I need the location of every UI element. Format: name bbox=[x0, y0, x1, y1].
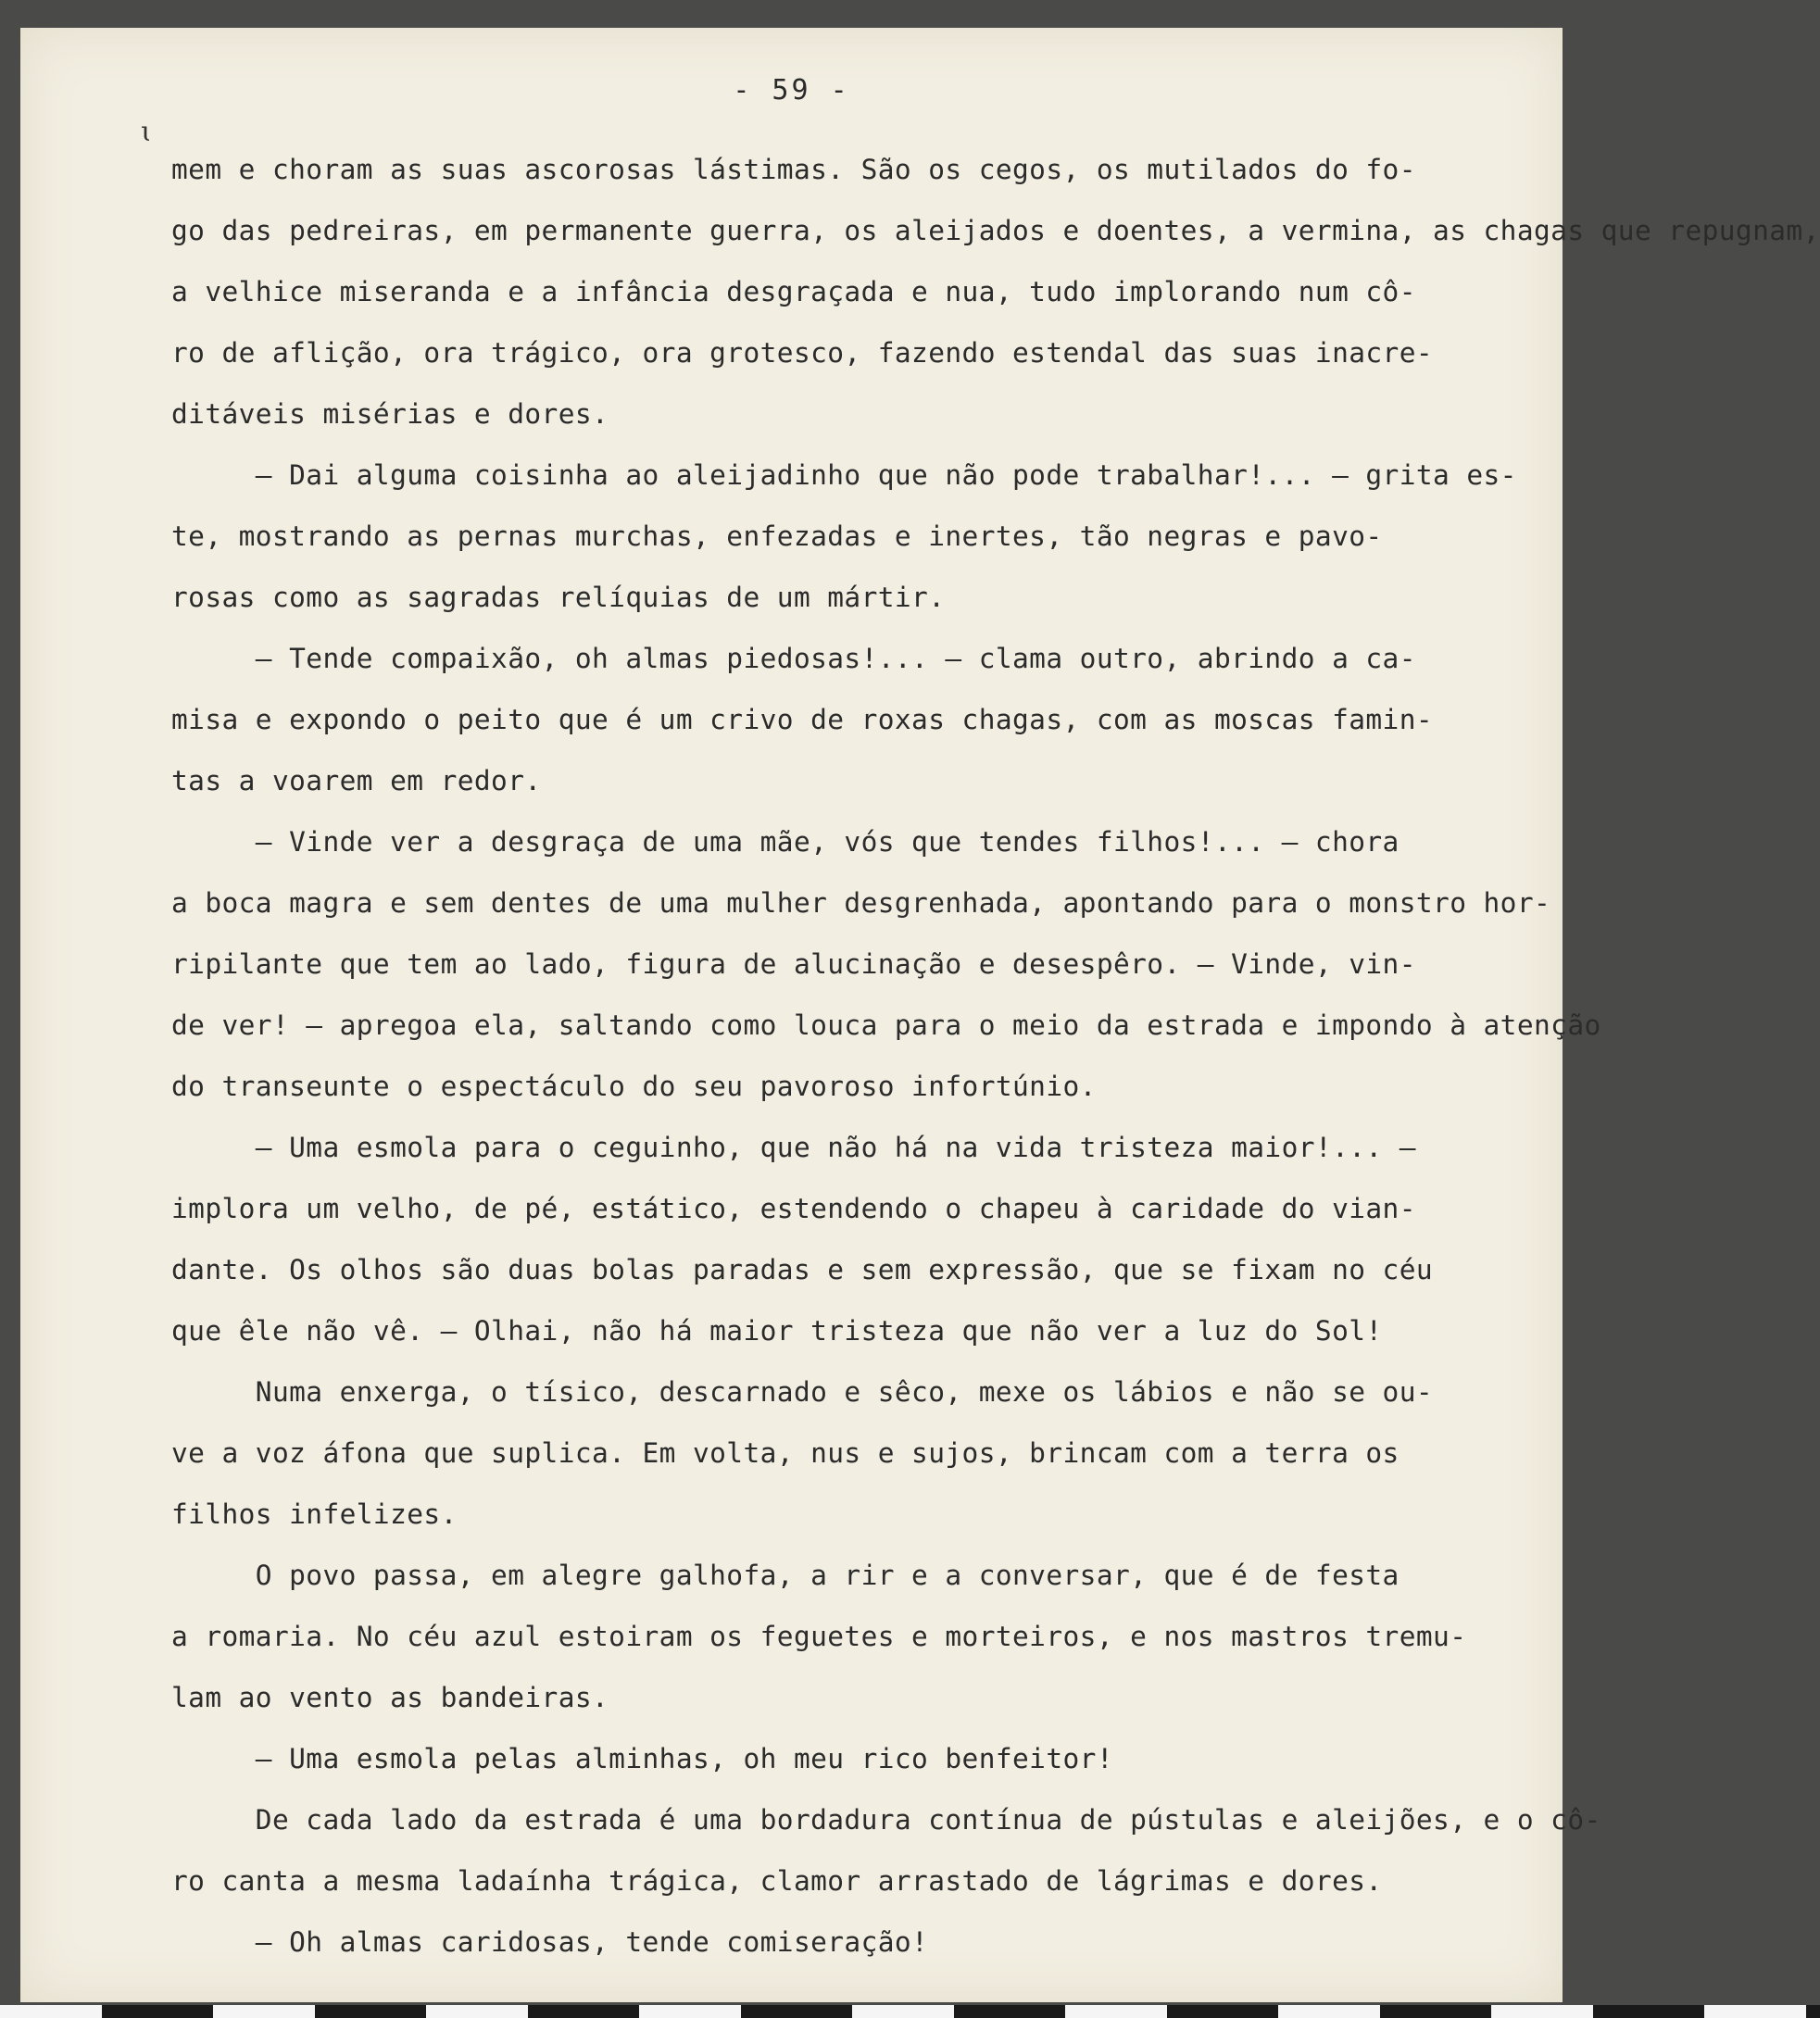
text-line: ditáveis misérias e dores. bbox=[171, 398, 609, 430]
text-line: ripilante que tem ao lado, figura de alucinação e desespêro. — Vinde, vin- bbox=[171, 948, 1416, 980]
margin-mark: ɩ bbox=[141, 116, 152, 148]
text-line: que êle não vê. — Olhai, não há maior tristeza que não ver a luz do Sol! bbox=[171, 1315, 1383, 1347]
text-line: misa e expondo o peito que é um crivo de roxas chagas, com as moscas famin- bbox=[171, 704, 1434, 735]
text-line: de ver! — apregoa ela, saltando como louca para o meio da estrada e impondo à atenção bbox=[171, 1009, 1601, 1041]
text-line: dante. Os olhos são duas bolas paradas e sem expressão, que se fixam no céu bbox=[171, 1254, 1434, 1285]
text-line: a romaria. No céu azul estoiram os feguetes e morteiros, e nos mastros tremu- bbox=[171, 1621, 1467, 1652]
text-line: tas a voarem em redor. bbox=[171, 765, 542, 796]
text-line: filhos infelizes. bbox=[171, 1498, 458, 1530]
typed-text-body bbox=[171, 139, 1820, 1973]
manuscript-page bbox=[20, 28, 1820, 2002]
text-line: — Dai alguma coisinha ao aleijadinho que não pode trabalhar!... — grita es- bbox=[171, 459, 1517, 491]
text-line: — Uma esmola para o ceguinho, que não há na vida tristeza maior!... — bbox=[171, 1132, 1416, 1163]
text-line: lam ao vento as bandeiras. bbox=[171, 1682, 609, 1713]
text-line: De cada lado da estrada é uma bordadura contínua de pústulas e aleijões, e o cô- bbox=[171, 1804, 1601, 1836]
page-number: - 59 - bbox=[733, 74, 850, 107]
text-line: te, mostrando as pernas murchas, enfezadas e inertes, tão negras e pavo- bbox=[171, 520, 1383, 552]
text-line: mem e choram as suas ascorosas lástimas. São os cegos, os mutilados do fo- bbox=[171, 154, 1416, 185]
text-line: — Tende compaixão, oh almas piedosas!... — clama outro, abrindo a ca- bbox=[171, 643, 1416, 674]
text-line: ro de aflição, ora trágico, ora grotesco, fazendo estendal das suas inacre- bbox=[171, 337, 1434, 369]
text-line: go das pedreiras, em permanente guerra, os aleijados e doentes, a vermina, as chagas que repugnam, bbox=[171, 215, 1820, 246]
text-line: implora um velho, de pé, estático, estendendo o chapeu à caridade do vian- bbox=[171, 1193, 1416, 1224]
text-line: a boca magra e sem dentes de uma mulher desgrenhada, apontando para o monstro hor- bbox=[171, 887, 1551, 919]
text-line: — Uma esmola pelas alminhas, oh meu rico benfeitor! bbox=[171, 1743, 1113, 1774]
text-line: ro canta a mesma ladaínha trágica, clamor arrastado de lágrimas e dores. bbox=[171, 1865, 1383, 1897]
text-line: ve a voz áfona que suplica. Em volta, nus e sujos, brincam com a terra os bbox=[171, 1437, 1400, 1469]
text-line: O povo passa, em alegre galhofa, a rir e a conversar, que é de festa bbox=[171, 1560, 1400, 1591]
text-line: — Oh almas caridosas, tende comiseração! bbox=[171, 1926, 929, 1958]
text-line: do transeunte o espectáculo do seu pavoroso infortúnio. bbox=[171, 1071, 1097, 1102]
scan-calibration-bar bbox=[0, 2005, 1820, 2018]
text-line: — Vinde ver a desgraça de uma mãe, vós que tendes filhos!... — chora bbox=[171, 826, 1400, 858]
text-line: Numa enxerga, o tísico, descarnado e sêco, mexe os lábios e não se ou- bbox=[171, 1376, 1434, 1408]
text-line: a velhice miseranda e a infância desgraçada e nua, tudo implorando num cô- bbox=[171, 276, 1416, 307]
text-line: rosas como as sagradas relíquias de um mártir. bbox=[171, 582, 946, 613]
